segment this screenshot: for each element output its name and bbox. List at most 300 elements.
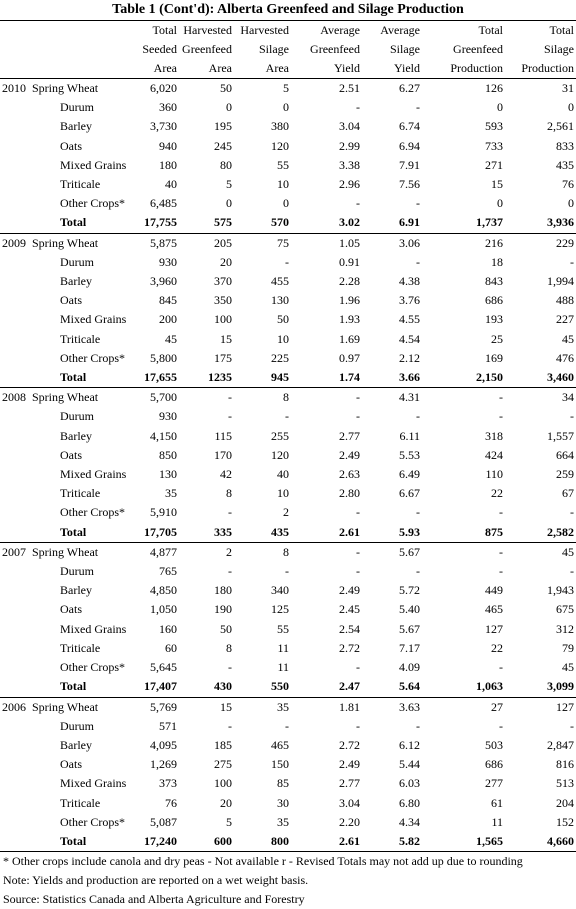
value-cell: 3.04 [339, 795, 360, 810]
value-cell: 312 [556, 621, 574, 636]
table-row [0, 446, 576, 465]
value-cell: - [570, 564, 574, 579]
crop-name: Durum [60, 409, 94, 424]
value-cell: 3.63 [399, 699, 420, 714]
crop-name: Spring Wheat [32, 699, 99, 714]
value-cell: 6.74 [399, 119, 420, 134]
crop-name: Mixed Grains [60, 312, 127, 327]
crop-name: Oats [60, 602, 82, 617]
table-row [0, 427, 576, 446]
value-cell: - [570, 505, 574, 520]
value-cell: 2.72 [339, 737, 360, 752]
value-cell: - [285, 254, 289, 269]
value-cell: 55 [277, 157, 289, 172]
value-cell: 15 [220, 699, 232, 714]
value-cell: 80 [220, 157, 232, 172]
value-cell: 85 [277, 776, 289, 791]
value-cell: 35 [165, 486, 177, 501]
value-cell: 435 [556, 157, 574, 172]
value-cell: 0.91 [339, 254, 360, 269]
column-header: Average [320, 23, 360, 37]
total-value: 17,705 [134, 523, 179, 543]
total-value: 17,407 [134, 677, 179, 697]
year-cell [0, 620, 30, 639]
value-cell: - [499, 564, 503, 579]
table-row [0, 658, 576, 677]
value-cell: 4.34 [399, 814, 420, 829]
year-cell [0, 156, 30, 175]
value-cell: - [416, 100, 420, 115]
value-cell: 370 [214, 274, 232, 289]
value-cell: - [228, 390, 232, 405]
value-cell: 5 [226, 177, 232, 192]
table-row [0, 407, 576, 426]
value-cell: 275 [214, 757, 232, 772]
value-cell: 35 [277, 814, 289, 829]
table-row [0, 813, 576, 832]
table-row [0, 581, 576, 600]
footnote-other-crops: * Other crops include canola and dry peas - Not available r - Revised Totals may not add up due to rounding [3, 854, 523, 869]
table-row [0, 137, 576, 156]
total-value: 3,460 [505, 368, 576, 388]
total-value: 800 [234, 832, 291, 852]
year-cell [0, 832, 30, 852]
column-header [30, 59, 134, 79]
value-cell: 170 [214, 447, 232, 462]
value-cell: 1,269 [150, 757, 177, 772]
value-cell: 0 [497, 100, 503, 115]
year-cell: 2006 [2, 699, 26, 714]
total-value: 1.74 [291, 368, 362, 388]
value-cell: 15 [220, 331, 232, 346]
table-row [0, 291, 576, 310]
value-cell: - [356, 505, 360, 520]
total-row [0, 832, 576, 852]
value-cell: 50 [220, 81, 232, 95]
crop-name: Spring Wheat [32, 544, 99, 559]
value-cell: 675 [556, 602, 574, 617]
year-cell [0, 213, 30, 233]
value-cell: 0 [283, 100, 289, 115]
value-cell: 664 [556, 447, 574, 462]
column-header [30, 40, 134, 59]
value-cell: - [499, 544, 503, 559]
value-cell: 2.20 [339, 814, 360, 829]
value-cell: 3,960 [150, 274, 177, 289]
year-cell [0, 658, 30, 677]
total-value: 17,755 [134, 213, 179, 233]
column-header: Yield [291, 59, 362, 79]
value-cell: 30 [277, 795, 289, 810]
value-cell: - [285, 409, 289, 424]
value-cell: 1.93 [339, 312, 360, 327]
column-header: Area [134, 59, 179, 79]
value-cell: 1.69 [339, 331, 360, 346]
table-row [0, 755, 576, 774]
value-cell: 930 [159, 254, 177, 269]
value-cell: 4.09 [399, 660, 420, 675]
value-cell: - [228, 409, 232, 424]
table-row [0, 717, 576, 736]
value-cell: - [228, 564, 232, 579]
year-cell [0, 813, 30, 832]
table-row [0, 484, 576, 503]
value-cell: 503 [485, 737, 503, 752]
value-cell: - [228, 718, 232, 733]
table-row [0, 253, 576, 272]
crop-name: Other Crops* [60, 660, 125, 675]
value-cell: 20 [220, 254, 232, 269]
table-row [0, 233, 576, 253]
year-cell [0, 427, 30, 446]
value-cell: - [285, 564, 289, 579]
crop-name: Spring Wheat [32, 81, 99, 95]
value-cell: 75 [277, 235, 289, 250]
year-cell [0, 755, 30, 774]
value-cell: 1.96 [339, 293, 360, 308]
value-cell: 120 [271, 447, 289, 462]
value-cell: - [499, 390, 503, 405]
year-cell [0, 794, 30, 813]
value-cell: 22 [491, 486, 503, 501]
crop-name: Triticale [60, 486, 101, 501]
value-cell: 50 [220, 621, 232, 636]
crop-name: Oats [60, 293, 82, 308]
value-cell: 25 [491, 331, 503, 346]
value-cell: - [416, 718, 420, 733]
value-cell: 40 [165, 177, 177, 192]
column-header: Area [179, 59, 234, 79]
value-cell: 5 [283, 81, 289, 95]
total-value: 2.47 [291, 677, 362, 697]
crop-name: Spring Wheat [32, 235, 99, 250]
crop-name: Oats [60, 447, 82, 462]
value-cell: 8 [226, 640, 232, 655]
value-cell: 1,994 [547, 274, 574, 289]
value-cell: 5,087 [150, 814, 177, 829]
value-cell: 2.99 [339, 138, 360, 153]
value-cell: 6.94 [399, 138, 420, 153]
value-cell: - [499, 505, 503, 520]
value-cell: 318 [485, 428, 503, 443]
crop-name: Barley [60, 737, 92, 752]
total-row [0, 368, 576, 388]
value-cell: 2.63 [339, 467, 360, 482]
crop-name: Triticale [60, 795, 101, 810]
value-cell: 7.91 [399, 157, 420, 172]
value-cell: 5.53 [399, 447, 420, 462]
total-value: 1,737 [422, 213, 505, 233]
column-header: Area [234, 59, 291, 79]
value-cell: 6.27 [399, 81, 420, 95]
value-cell: 5,875 [150, 235, 177, 250]
table-row [0, 736, 576, 755]
year-cell [0, 446, 30, 465]
value-cell: 271 [485, 157, 503, 172]
crop-name: Triticale [60, 331, 101, 346]
table-row [0, 98, 576, 117]
value-cell: 3,730 [150, 119, 177, 134]
year-cell [0, 98, 30, 117]
total-value: 570 [234, 213, 291, 233]
table-row [0, 697, 576, 717]
value-cell: 1,943 [547, 583, 574, 598]
crop-name: Barley [60, 583, 92, 598]
crop-name: Other Crops* [60, 196, 125, 211]
value-cell: 110 [485, 467, 503, 482]
year-cell: 2009 [2, 235, 26, 250]
value-cell: 2 [283, 505, 289, 520]
value-cell: 513 [556, 776, 574, 791]
value-cell: 100 [214, 312, 232, 327]
value-cell: 200 [159, 312, 177, 327]
value-cell: 3.04 [339, 119, 360, 134]
total-label: Total [30, 677, 134, 697]
value-cell: 843 [485, 274, 503, 289]
value-cell: 2.54 [339, 621, 360, 636]
value-cell: 2.77 [339, 776, 360, 791]
crop-name: Durum [60, 718, 94, 733]
value-cell: 11 [491, 814, 503, 829]
value-cell: 5.72 [399, 583, 420, 598]
value-cell: 2.77 [339, 428, 360, 443]
value-cell: 686 [485, 757, 503, 772]
table-row [0, 388, 576, 408]
value-cell: 60 [165, 640, 177, 655]
table-row [0, 272, 576, 291]
value-cell: 115 [214, 428, 232, 443]
crop-name: Triticale [60, 177, 101, 192]
column-header: Production [422, 59, 505, 79]
value-cell: 6.80 [399, 795, 420, 810]
year-cell [0, 600, 30, 619]
value-cell: 27 [491, 699, 503, 714]
value-cell: 1.81 [339, 699, 360, 714]
header-row [0, 40, 576, 59]
value-cell: 0 [226, 100, 232, 115]
value-cell: 6.49 [399, 467, 420, 482]
value-cell: 3.76 [399, 293, 420, 308]
value-cell: 845 [159, 293, 177, 308]
crop-name: Barley [60, 274, 92, 289]
value-cell: - [285, 718, 289, 733]
column-header [0, 59, 30, 79]
value-cell: 5.67 [399, 621, 420, 636]
value-cell: 11 [277, 640, 289, 655]
value-cell: 0 [226, 196, 232, 211]
value-cell: 8 [226, 486, 232, 501]
value-cell: 4,095 [150, 737, 177, 752]
value-cell: - [356, 718, 360, 733]
value-cell: 4.54 [399, 331, 420, 346]
value-cell: 2,561 [547, 119, 574, 134]
value-cell: 35 [277, 699, 289, 714]
value-cell: 3.38 [339, 157, 360, 172]
column-header: Total [478, 23, 503, 37]
header-row [0, 21, 576, 40]
total-value: 3,099 [505, 677, 576, 697]
value-cell: 100 [214, 776, 232, 791]
value-cell: 126 [485, 81, 503, 95]
value-cell: 180 [214, 583, 232, 598]
value-cell: 4,877 [150, 544, 177, 559]
value-cell: 0 [568, 196, 574, 211]
year-cell [0, 349, 30, 368]
year-cell [0, 194, 30, 213]
value-cell: 130 [159, 467, 177, 482]
value-cell: 2,847 [547, 737, 574, 752]
value-cell: 245 [214, 138, 232, 153]
value-cell: - [570, 254, 574, 269]
year-cell: 2008 [2, 390, 26, 405]
crop-name: Oats [60, 138, 82, 153]
year-cell [0, 503, 30, 522]
table-row [0, 79, 576, 99]
value-cell: 373 [159, 776, 177, 791]
year-cell [0, 717, 30, 736]
value-cell: - [356, 409, 360, 424]
value-cell: 18 [491, 254, 503, 269]
total-value: 5.82 [362, 832, 422, 852]
table-row [0, 330, 576, 349]
crop-name: Spring Wheat [32, 390, 99, 405]
value-cell: 3.06 [399, 235, 420, 250]
total-value: 5.64 [362, 677, 422, 697]
value-cell: 5.40 [399, 602, 420, 617]
total-value: 1235 [179, 368, 234, 388]
table-row [0, 620, 576, 639]
total-row [0, 523, 576, 543]
value-cell: 11 [277, 660, 289, 675]
year-cell [0, 291, 30, 310]
value-cell: 127 [485, 621, 503, 636]
total-value: 575 [179, 213, 234, 233]
year-cell [0, 677, 30, 697]
value-cell: 40 [277, 467, 289, 482]
value-cell: 0 [568, 100, 574, 115]
value-cell: 175 [214, 350, 232, 365]
total-value: 5.93 [362, 523, 422, 543]
crop-name: Mixed Grains [60, 776, 127, 791]
year-cell [0, 330, 30, 349]
value-cell: 259 [556, 467, 574, 482]
value-cell: 2.12 [399, 350, 420, 365]
crop-name: Other Crops* [60, 814, 125, 829]
value-cell: 61 [491, 795, 503, 810]
value-cell: 4.55 [399, 312, 420, 327]
value-cell: 79 [562, 640, 574, 655]
value-cell: 5,910 [150, 505, 177, 520]
value-cell: - [499, 409, 503, 424]
value-cell: 465 [485, 602, 503, 617]
year-cell: 2007 [2, 544, 26, 559]
crop-name: Other Crops* [60, 505, 125, 520]
total-label: Total [30, 213, 134, 233]
value-cell: 50 [277, 312, 289, 327]
value-cell: - [416, 505, 420, 520]
value-cell: 2.96 [339, 177, 360, 192]
column-header: Production [505, 59, 576, 79]
value-cell: 1.05 [339, 235, 360, 250]
value-cell: - [499, 718, 503, 733]
value-cell: 20 [220, 795, 232, 810]
crop-name: Durum [60, 564, 94, 579]
column-header: Harvested [183, 23, 232, 37]
table-row [0, 503, 576, 522]
value-cell: 424 [485, 447, 503, 462]
value-cell: 2.49 [339, 447, 360, 462]
table-row [0, 194, 576, 213]
value-cell: 833 [556, 138, 574, 153]
year-cell [0, 175, 30, 194]
value-cell: 940 [159, 138, 177, 153]
value-cell: 255 [271, 428, 289, 443]
column-header: Seeded [142, 42, 177, 56]
value-cell: - [416, 564, 420, 579]
crop-name: Durum [60, 100, 94, 115]
value-cell: 2.49 [339, 583, 360, 598]
value-cell: - [416, 196, 420, 211]
total-row [0, 677, 576, 697]
total-value: 6.91 [362, 213, 422, 233]
value-cell: 195 [214, 119, 232, 134]
value-cell: 2.49 [339, 757, 360, 772]
year-cell [0, 137, 30, 156]
value-cell: - [356, 100, 360, 115]
year-cell [0, 774, 30, 793]
total-value: 430 [179, 677, 234, 697]
column-header: Total [152, 23, 177, 37]
value-cell: 340 [271, 583, 289, 598]
table-row [0, 117, 576, 136]
value-cell: 180 [159, 157, 177, 172]
value-cell: - [356, 660, 360, 675]
value-cell: 2.80 [339, 486, 360, 501]
total-row [0, 213, 576, 233]
value-cell: 8 [283, 544, 289, 559]
table-row [0, 600, 576, 619]
value-cell: 185 [214, 737, 232, 752]
value-cell: 476 [556, 350, 574, 365]
value-cell: 45 [165, 331, 177, 346]
value-cell: 216 [485, 235, 503, 250]
year-cell [0, 523, 30, 543]
column-header: Greenfeed [182, 42, 232, 56]
total-value: 435 [234, 523, 291, 543]
value-cell: 22 [491, 640, 503, 655]
value-cell: 67 [562, 486, 574, 501]
value-cell: - [416, 254, 420, 269]
value-cell: 150 [271, 757, 289, 772]
column-header: Greenfeed [453, 42, 503, 56]
table-body [0, 79, 576, 852]
year-cell [0, 484, 30, 503]
value-cell: 2.72 [339, 640, 360, 655]
footnotes [0, 852, 576, 909]
value-cell: 2.45 [339, 602, 360, 617]
value-cell: 7.56 [399, 177, 420, 192]
value-cell: - [570, 718, 574, 733]
value-cell: 277 [485, 776, 503, 791]
value-cell: 160 [159, 621, 177, 636]
value-cell: 42 [220, 467, 232, 482]
value-cell: 5 [226, 814, 232, 829]
crop-name: Barley [60, 428, 92, 443]
crop-name: Barley [60, 119, 92, 134]
value-cell: 34 [562, 390, 574, 405]
value-cell: 4,850 [150, 583, 177, 598]
footnote-wet-weight: Note: Yields and production are reported on a wet weight basis. [3, 873, 309, 888]
